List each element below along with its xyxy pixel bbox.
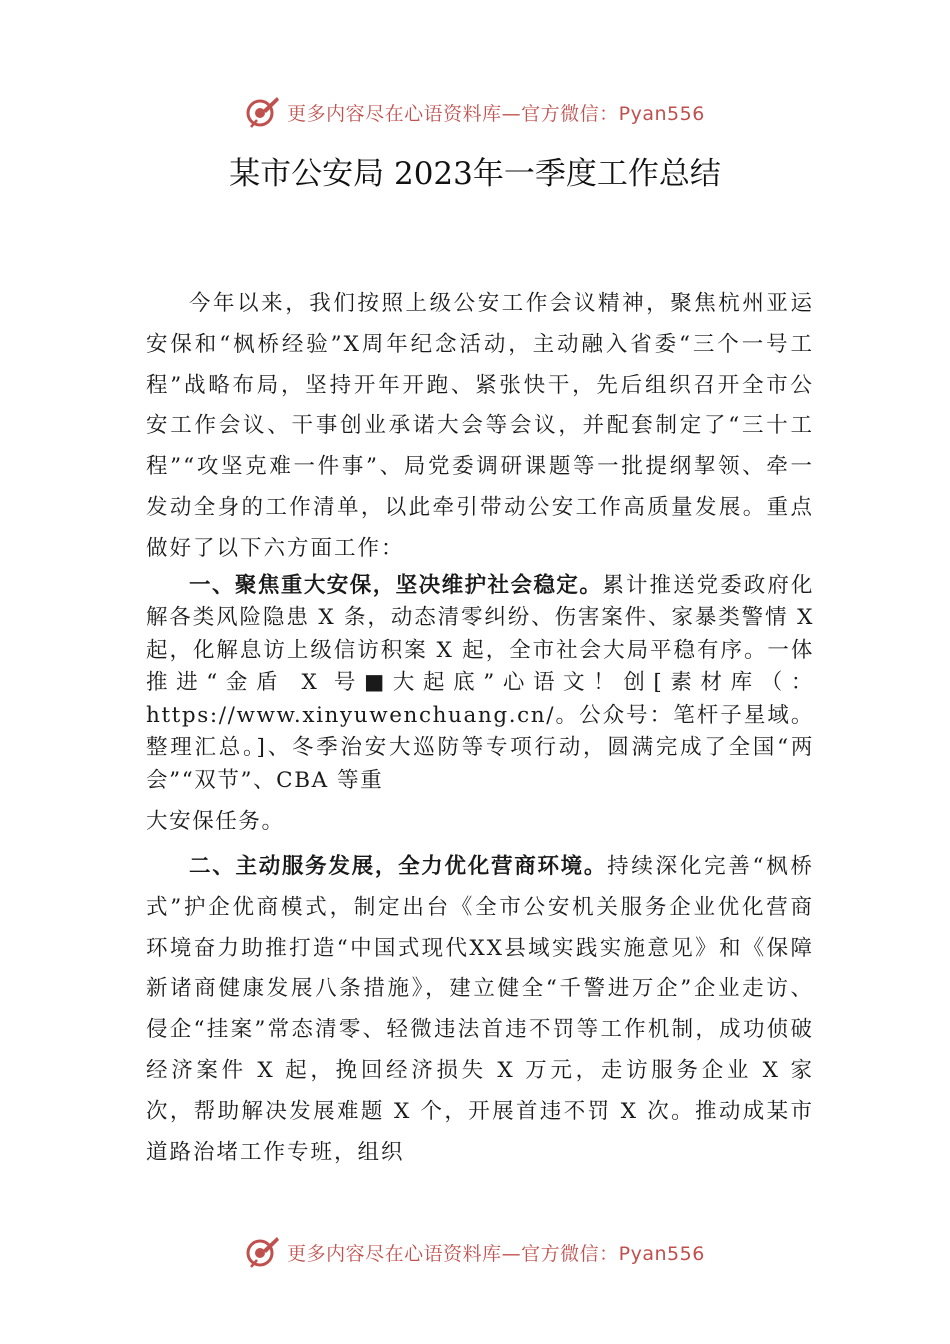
section-1-paragraph — [146, 570, 814, 848]
watermark-text: 更多内容尽在心语资料库—官方微信：Pyan556 — [287, 1242, 705, 1265]
section-2-body: 持续深化完善“枫桥式”护企优商模式，制定出台《全市公安机关服务企业优化营商环境奋力助推打造“中国式现代XX县域实践实施意见》和《保障新诸商健康发展八条措施》，建立健全“千警进万企”企业走访、侵企“挂案”常态清零、轻微违法首违不罚等工作机制，成功侦破经济案件 X 起，挽回经济损失 X 万元，走访服务企业 X 家次，帮助解决发展难题 X 个，开展首违不罚 X 次。推动成某市道路治堵工作专班，组织 — [146, 854, 814, 1165]
header-watermark-banner — [0, 94, 950, 130]
section-1-body: 累计推送党委政府化解各类风险隐患 X 条，动态清零纠纷、伤害案件、家暴类警情 X 起，化解息访上级信访积案 X 起，全市社会大局平稳有序。一体推进“金盾 X 号■大起底”心语文！创[素材库（：https://www.xinyuwenchuang.cn/。公众号：笔杆子星域。整理汇总。]、冬季治安大巡防等专项行动，圆满完成了全国“两会”“双节”、CBA 等重 — [146, 572, 814, 793]
section-2-paragraph — [146, 847, 814, 1173]
intro-paragraph: 今年以来，我们按照上级公安工作会议精神，聚焦杭州亚运安保和“枫桥经验”X周年纪念活动，主动融入省委“三个一号工程”战略布局，坚持开年开跑、紧张快干，先后组织召开全市公安工作会议、干事创业承诺大会等会议，并配套制定了“三十工程”“攻坚克难一件事”、局党委调研课题等一批提纲挈领、牵一发动全身的工作清单，以此牵引带动公安工作高质量发展。重点做好了以下六方面工作： — [146, 291, 814, 561]
section-2-heading: 二、主动服务发展，全力优化营商环境。 — [189, 854, 608, 880]
document-body — [146, 284, 814, 1173]
watermark-text: 更多内容尽在心语资料库—官方微信：Pyan556 — [287, 102, 705, 125]
section-1-tail: 大安保任务。 — [146, 809, 285, 835]
pen-seal-logo-icon — [245, 94, 281, 130]
document-title: 某市公安局 2023年一季度工作总结 — [229, 156, 721, 192]
pen-seal-logo-icon — [245, 1234, 281, 1270]
footer-watermark-banner — [0, 1234, 950, 1270]
section-1-heading: 一、聚焦重大安保，坚决维护社会稳定。 — [189, 572, 603, 598]
